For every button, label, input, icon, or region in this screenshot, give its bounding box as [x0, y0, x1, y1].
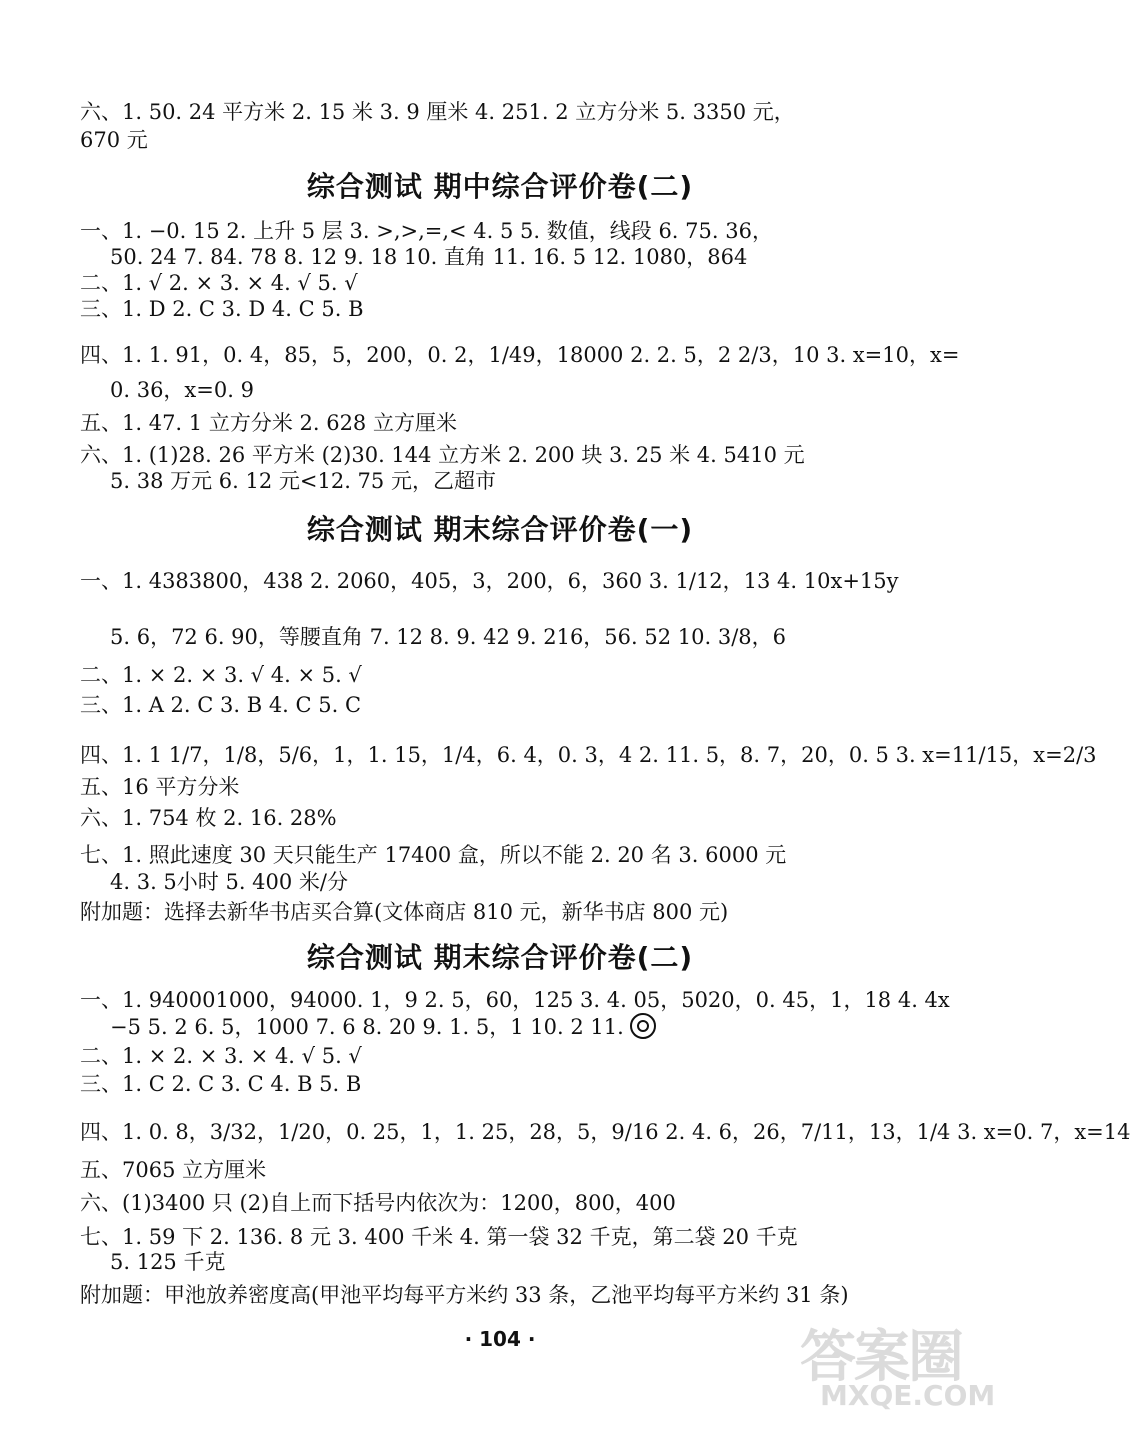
answer-line: 五、1. 47. 1 立方分米 2. 628 立方厘米	[80, 411, 457, 435]
answer-line: 三、1. D 2. C 3. D 4. C 5. B	[80, 297, 364, 321]
section-title: 综合测试 期中综合评价卷(二)	[306, 170, 694, 203]
double-circle-symbol-icon	[630, 1013, 656, 1039]
answer-line: 5. 38 万元 6. 12 元<12. 75 元，乙超市	[110, 469, 496, 493]
answer-line: 一、1. 4383800，438 2. 2060，405，3，200，6，360 3. 1/12，13 4. 10x+15y	[80, 569, 899, 593]
answer-line: 五、16 平方分米	[80, 775, 240, 799]
answer-line: 5. 6，72 6. 90，等腰直角 7. 12 8. 9. 42 9. 216，56. 52 10. 3/8，6	[110, 625, 786, 649]
answer-line: 六、1. 50. 24 平方米 2. 15 米 3. 9 厘米 4. 251. 2 立方分米 5. 3350 元，	[80, 100, 795, 124]
page-number: · 104 ·	[464, 1327, 536, 1351]
answer-line: 二、1. × 2. × 3. √ 4. × 5. √	[80, 663, 362, 687]
answer-line: 六、1. 754 枚 2. 16. 28%	[80, 806, 337, 830]
answer-line: 0. 36，x=0. 9	[110, 378, 254, 402]
answer-line: 4. 3. 5小时 5. 400 米/分	[110, 870, 349, 894]
answer-line-text: −5 5. 2 6. 5，1000 7. 6 8. 20 9. 1. 5，1 10. 2 11.	[110, 1015, 624, 1039]
answer-line: 三、1. C 2. C 3. C 4. B 5. B	[80, 1072, 362, 1096]
answer-line: 一、1. −0. 15 2. 上升 5 层 3. >,>,=,< 4. 5 5. 数值，线段 6. 75. 36，	[80, 219, 773, 243]
answer-line: 四、1. 1. 91，0. 4，85，5，200，0. 2，1/49，18000 2. 2. 5，2 2/3，10 3. x=10，x=	[80, 343, 960, 367]
answer-line: 四、1. 1 1/7，1/8，5/6，1，1. 15，1/4，6. 4，0. 3，4 2. 11. 5，8. 7，20，0. 5 3. x=11/15，x=2/3	[80, 743, 1097, 767]
answer-line: 670 元	[80, 128, 148, 152]
answer-line: 六、1. (1)28. 26 平方米 (2)30. 144 立方米 2. 200 块 3. 25 米 4. 5410 元	[80, 443, 805, 467]
answer-line: 七、1. 59 下 2. 136. 8 元 3. 400 千米 4. 第一袋 32 千克，第二袋 20 千克	[80, 1225, 798, 1249]
watermark-url: MXQE.COM	[820, 1379, 996, 1412]
answer-line: 七、1. 照此速度 30 天只能生产 17400 盒，所以不能 2. 20 名 3. 6000 元	[80, 843, 787, 867]
answer-line: 二、1. √ 2. × 3. × 4. √ 5. √	[80, 271, 358, 295]
answer-line: 四、1. 0. 8，3/32，1/20，0. 25，1，1. 25，28，5，9/16 2. 4. 6，26，7/11，13，1/4 3. x=0. 7，x=14	[80, 1120, 1130, 1144]
answer-line: 六、(1)3400 只 (2)自上而下括号内依次为：1200，800，400	[80, 1191, 676, 1215]
answer-line: 二、1. × 2. × 3. × 4. √ 5. √	[80, 1044, 362, 1068]
watermark-logo	[790, 1313, 996, 1423]
answer-line: 一、1. 940001000，94000. 1，9 2. 5，60，125 3. 4. 05，5020，0. 45，1，18 4. 4x	[80, 988, 950, 1012]
answer-line: 50. 24 7. 84. 78 8. 12 9. 18 10. 直角 11. 16. 5 12. 1080，864	[110, 245, 748, 269]
watermark-logo-text: 答案圈	[800, 1325, 962, 1390]
answer-line: 三、1. A 2. C 3. B 4. C 5. C	[80, 693, 362, 717]
answer-line: 附加题：甲池放养密度高(甲池平均每平方米约 33 条，乙池平均每平方米约 31 条)	[80, 1283, 849, 1307]
answer-line: 五、7065 立方厘米	[80, 1158, 267, 1182]
answer-line: 5. 125 千克	[110, 1250, 226, 1274]
answer-line	[110, 1012, 880, 1042]
section-title: 综合测试 期末综合评价卷(一)	[306, 513, 694, 546]
answer-line: 附加题：选择去新华书店买合算(文体商店 810 元，新华书店 800 元)	[80, 900, 729, 924]
section-title: 综合测试 期末综合评价卷(二)	[306, 941, 694, 974]
